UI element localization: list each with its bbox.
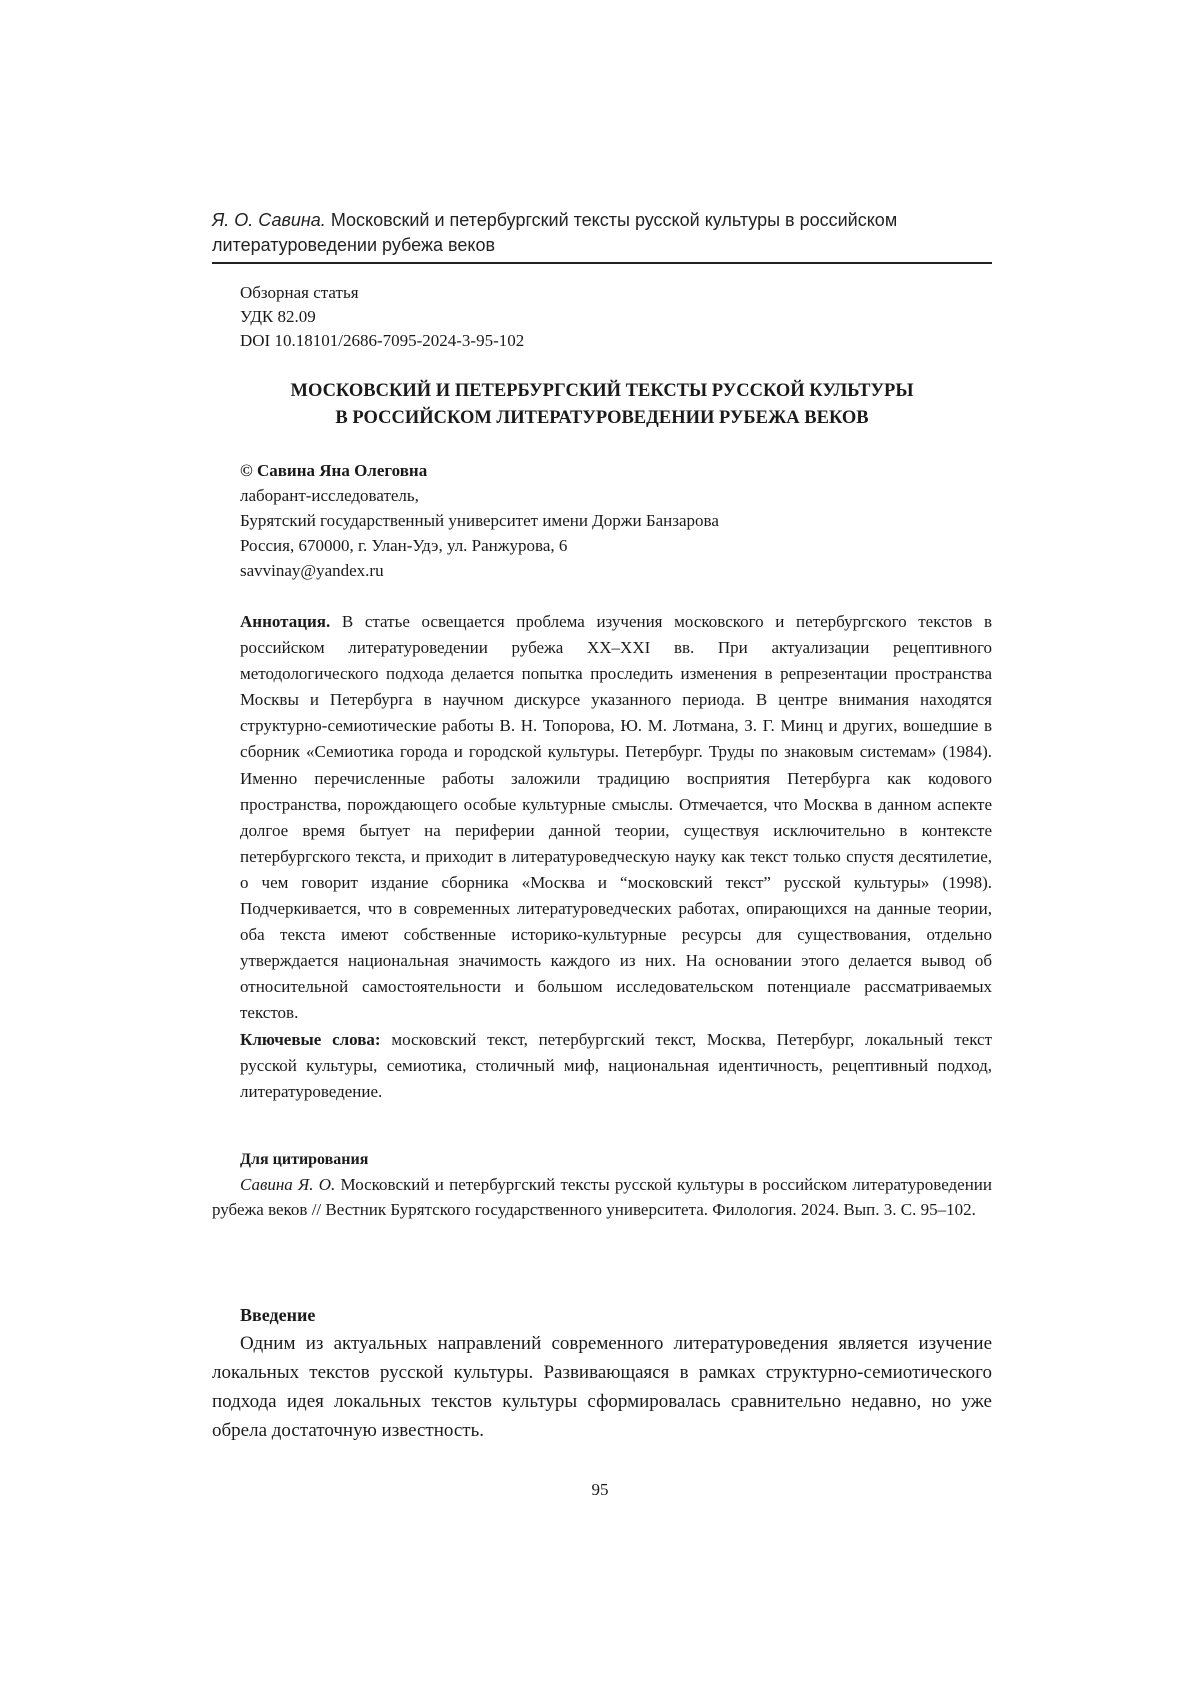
author-info — [240, 458, 719, 583]
abstract-text: В статье освещается проблема изучения московского и петербургского текстов в российском литературоведении рубежа XX–XXI вв. При актуализации рецептивного методологического подхода делается попытка проследить изменения в репрезентации пространства Москвы и Петербурга в научном дискурсе указанного периода. В центре внимания находятся структурно-семиотические работы В. Н. Топорова, Ю. М. Лотмана, З. Г. Минц и других, вошедшие в сборник «Семиотика города и городской культуры. Петербург. Труды по знаковым системам» (1984). Именно перечисленные работы заложили традицию восприятия Петербурга как кодового пространства, порождающего особые культурные смыслы. Отмечается, что Москва в данном аспекте долгое время бытует на периферии данной теории, существуя исключительно в контексте петербургского текста, и приходит в литературоведческую науку как текст только спустя десятилетие, о чем говорит издание сборника «Москва и “московский текст” русской культуры» (1998). Подчеркивается, что в современных литературоведческих работах, опирающихся на данные теории, оба текста имеют собственные историко-культурные ресурсы для существования, отдельно утверждается национальная значимость каждого из них. На основании этого делается вывод об относительной самостоятельности и большом исследовательском потенциале рассматриваемых текстов. — [240, 612, 993, 1023]
author-position: лаборант-исследователь, — [240, 486, 419, 505]
doi: DOI 10.18101/2686-7095-2024-3-95-102 — [240, 331, 525, 350]
citation-authors: Савина Я. О. — [240, 1175, 336, 1194]
page-number: 95 — [591, 1480, 609, 1499]
citation-heading: Для цитирования — [240, 1151, 369, 1168]
article-meta — [240, 281, 524, 353]
article-title-line-1: МОСКОВСКИЙ И ПЕТЕРБУРГСКИЙ ТЕКСТЫ РУССКОЙ КУЛЬТУРЫ — [290, 381, 914, 401]
citation — [212, 1172, 992, 1223]
header-rule — [212, 262, 992, 264]
keywords-text: московский текст, петербургский текст, Москва, Петербург, локальный текст русской культуры, семиотика, столичный миф, национальная идентичность, рецептивный подход, литературоведение. — [240, 1029, 993, 1101]
author-affiliation: Бурятский государственный университет имени Доржи Банзарова — [240, 511, 719, 530]
author-email: savvinay@yandex.ru — [240, 561, 384, 580]
article-type: Обзорная статья — [240, 283, 359, 302]
running-head — [212, 208, 992, 258]
udk-code: УДК 82.09 — [240, 307, 316, 326]
intro-heading: Введение — [240, 1305, 316, 1325]
intro-paragraph: Одним из актуальных направлений современного литературоведения является изучение локальных текстов русской культуры. Развивающаяся в рамках структурно-семиотического подхода идея локальных текстов культуры сформировалась сравнительно недавно, но уже обрела достаточную известность. — [212, 1333, 992, 1441]
article-title — [212, 378, 992, 432]
running-head-author: Я. О. Савина. — [212, 210, 326, 230]
author-name: © Савина Яна Олеговна — [240, 461, 428, 480]
author-address: Россия, 670000, г. Улан-Удэ, ул. Ранжурова, 6 — [240, 536, 568, 555]
keywords — [240, 1027, 992, 1105]
abstract-block — [240, 609, 992, 1105]
running-head-title: Московский и петербургский тексты русской культуры в российском литературоведении рубежа веков — [212, 210, 898, 255]
abstract — [240, 609, 992, 1027]
article-title-line-2: В РОССИЙСКОМ ЛИТЕРАТУРОВЕДЕНИИ РУБЕЖА ВЕКОВ — [335, 408, 869, 428]
keywords-label: Ключевые слова: — [240, 1029, 381, 1049]
abstract-label: Аннотация. — [240, 612, 331, 631]
citation-text: Московский и петербургский тексты русской культуры в российском литературоведении рубежа веков // Вестник Бурятского государственного университета. Филология. 2024. Вып. 3. С. 95–102. — [212, 1175, 993, 1220]
